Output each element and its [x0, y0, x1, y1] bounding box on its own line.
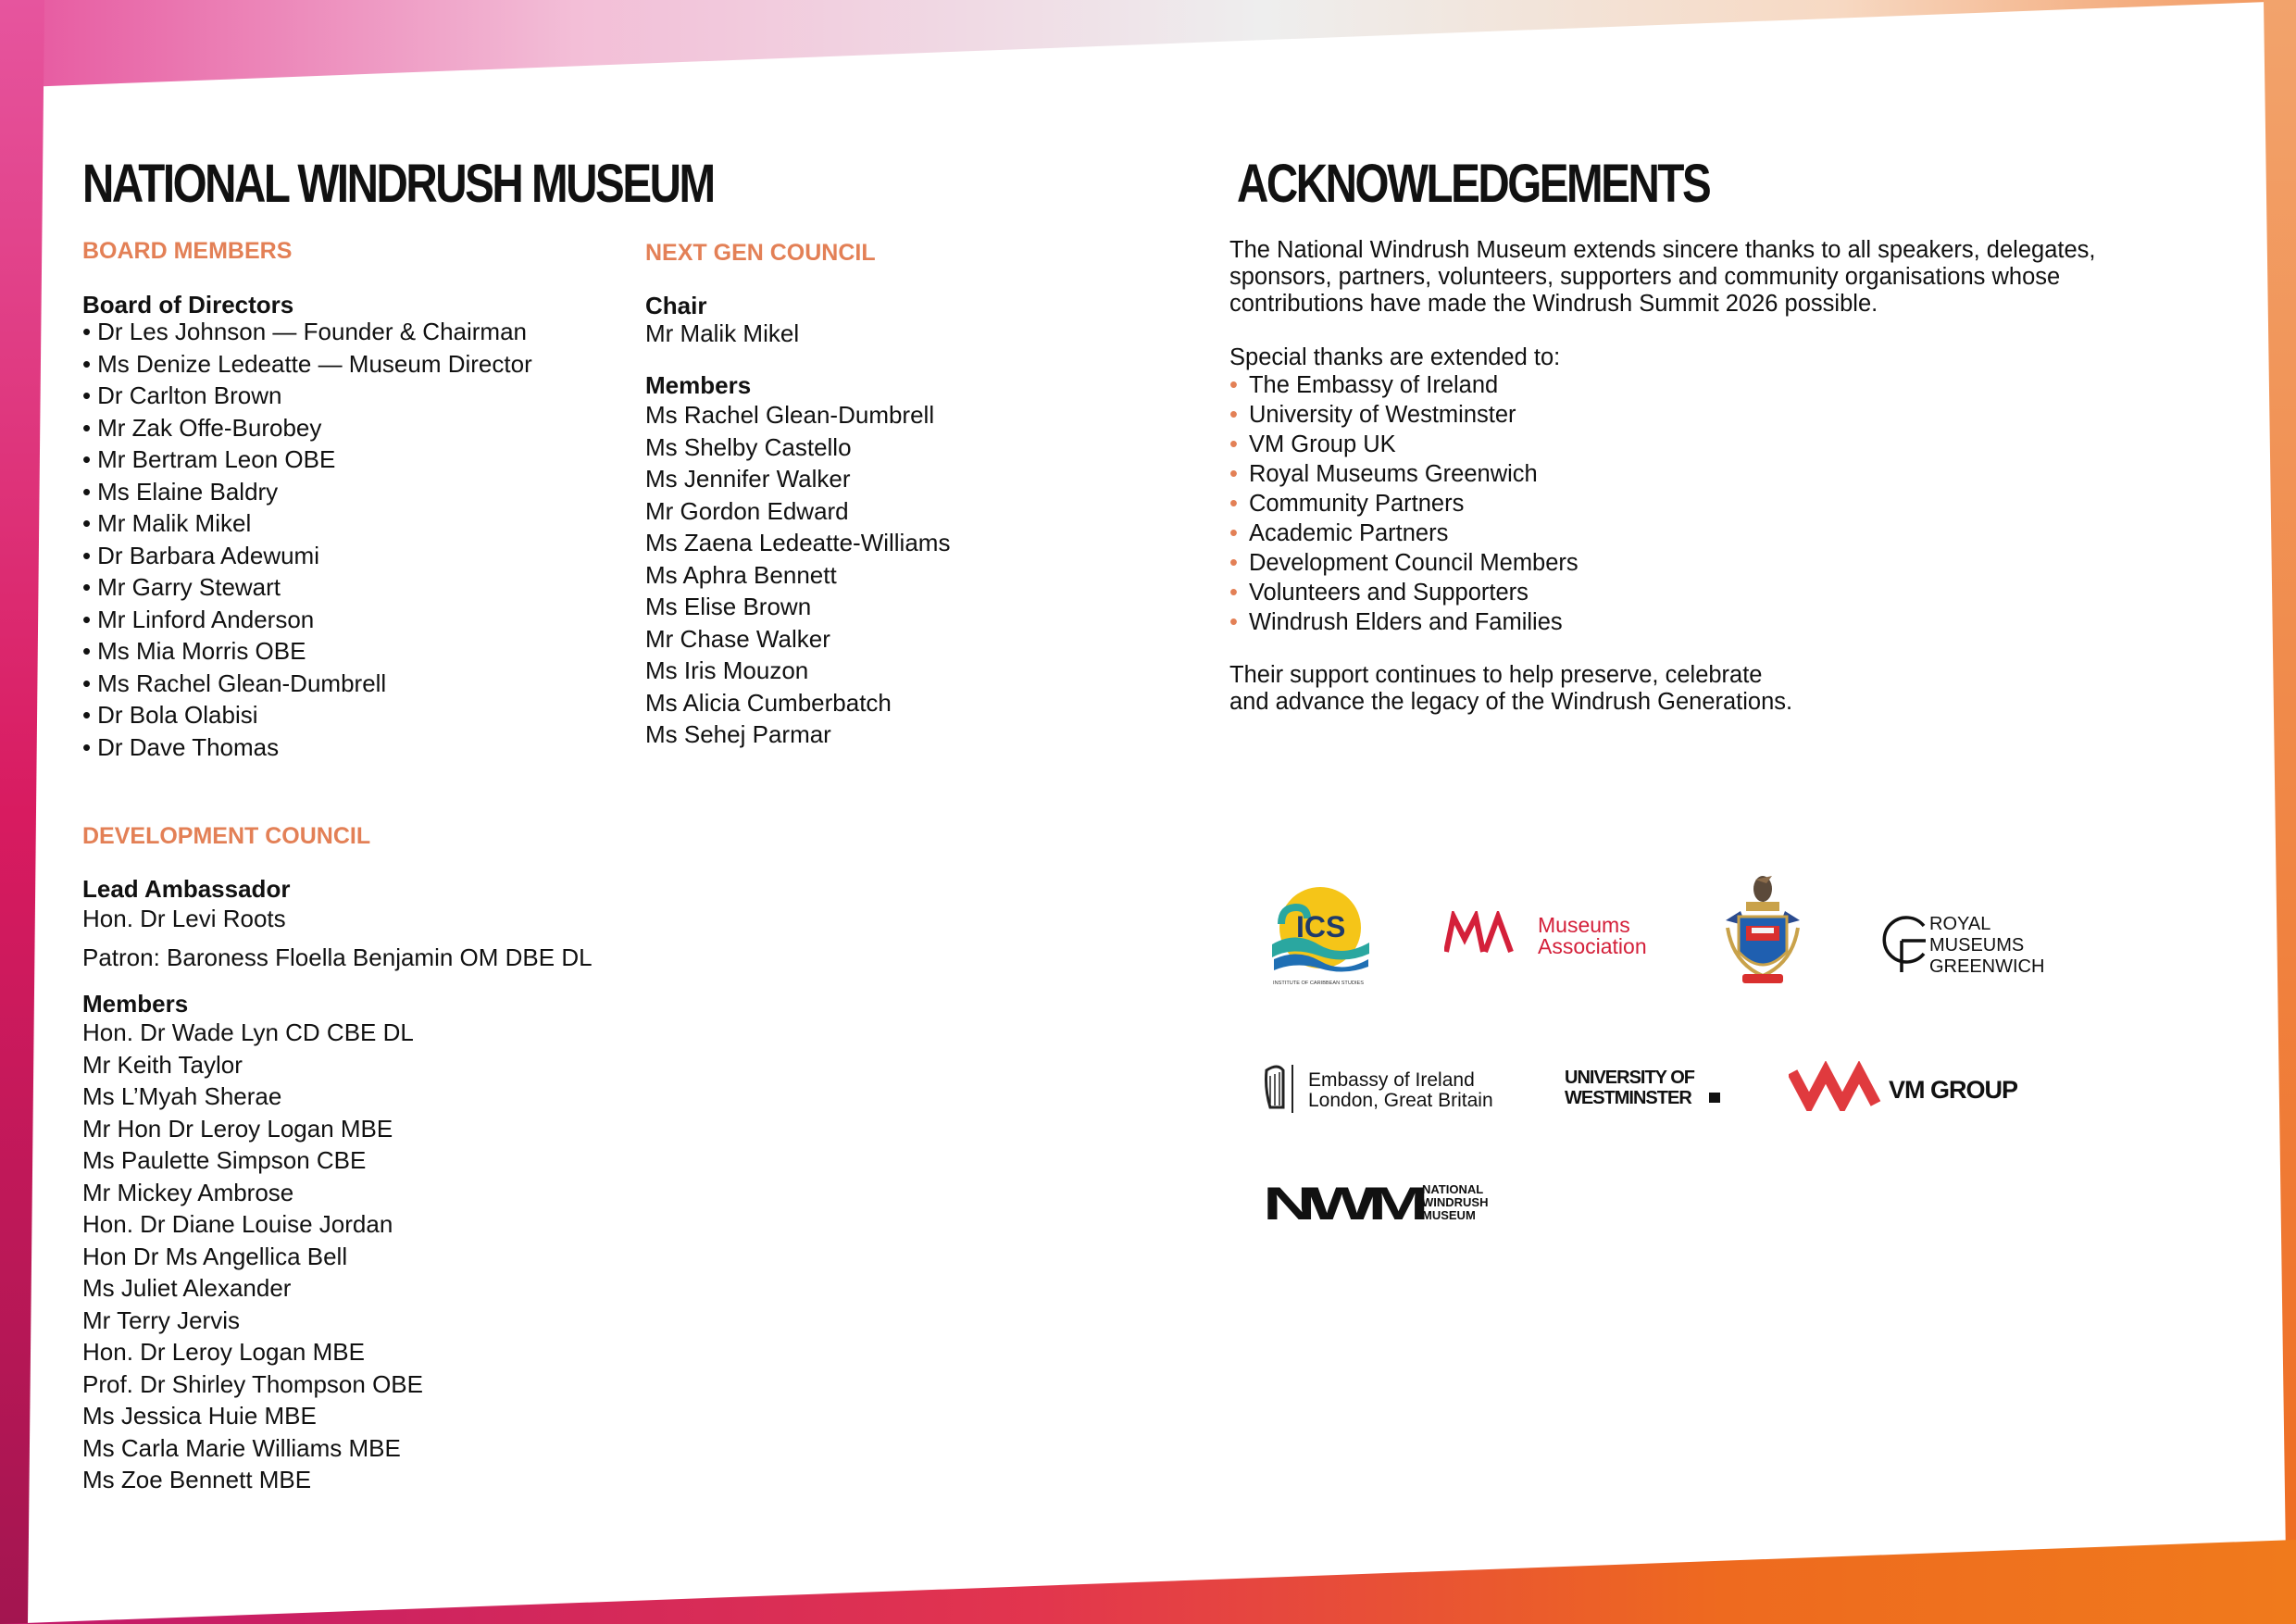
list-item: Ms Carla Marie Williams MBE	[82, 1433, 401, 1462]
list-item: • Dr Bola Olabisi	[82, 699, 532, 731]
list-item: Ms Shelby Castello	[645, 432, 852, 461]
chair-label: Chair	[645, 292, 707, 319]
list-item: Mr Hon Dr Leroy Logan MBE	[82, 1114, 393, 1143]
ics-wordmark: ICS	[1296, 910, 1346, 943]
list-item: • Mr Malik Mikel	[82, 507, 532, 540]
list-item: • VM Group UK	[1229, 430, 1578, 459]
list-item: • Ms Elaine Baldry	[82, 476, 532, 508]
special-thanks-block	[1229, 370, 1578, 637]
closing-line-1: Their support continues to help preserve, celebrate	[1229, 662, 1763, 688]
list-item: Ms Zaena Ledeatte-Williams	[645, 529, 951, 556]
list-item: • Ms Rachel Glean-Dumbrell	[82, 668, 532, 700]
list-item: • Community Partners	[1229, 489, 1578, 518]
list-item: • Mr Linford Anderson	[82, 604, 532, 636]
vm-group-logo	[1789, 1061, 2020, 1111]
list-item: • Academic Partners	[1229, 518, 1578, 548]
chair-name: Mr Malik Mikel	[645, 319, 800, 347]
list-item: • University of Westminster	[1229, 400, 1578, 430]
list-item: • Mr Zak Offe-Burobey	[82, 412, 532, 444]
next-gen-members-list	[645, 399, 950, 751]
list-item: • Dr Dave Thomas	[82, 731, 532, 764]
ireland-line-1: Embassy of Ireland	[1308, 1069, 1475, 1091]
ics-logo	[1263, 880, 1374, 991]
ics-emblem	[1263, 880, 1374, 991]
list-item: Hon Dr Ms Angellica Bell	[82, 1242, 348, 1270]
rmg-line-2: MUSEUMS	[1929, 935, 2025, 956]
development-council-heading: DEVELOPMENT COUNCIL	[82, 823, 371, 849]
nwm-line-3: MUSEUM	[1422, 1208, 1476, 1222]
acknowledgements-intro: The National Windrush Museum extends sincere thanks to all speakers, delegates, sponsors, partners, volunteers, supporters and community organisations whose contributions have made the Windrush Summit 2026 possible.	[1229, 237, 2096, 317]
special-thanks-list	[1229, 370, 1578, 637]
list-item: Mr Terry Jervis	[82, 1305, 240, 1334]
vm-group-wordmark: VM GROUP	[1889, 1076, 2018, 1104]
museums-association-logo	[1444, 911, 1666, 957]
next-gen-council-heading: NEXT GEN COUNCIL	[645, 240, 876, 266]
list-item: Ms Paulette Simpson CBE	[82, 1146, 367, 1174]
crest-logo	[1718, 870, 1807, 994]
coat-of-arms-icon	[1718, 870, 1807, 994]
university-of-westminster-logo	[1565, 1065, 1727, 1111]
special-thanks-label: Special thanks are extended to:	[1229, 344, 1561, 370]
list-item: • Ms Denize Ledeatte — Museum Director	[82, 348, 532, 381]
nwm-logo	[1263, 1180, 1513, 1226]
list-item: • Royal Museums Greenwich	[1229, 459, 1578, 489]
list-item: Mr Mickey Ambrose	[82, 1178, 294, 1206]
board-members-block	[82, 290, 532, 763]
list-item: Ms Juliet Alexander	[82, 1274, 292, 1302]
patron-line: Patron: Baroness Floella Benjamin OM DBE DL	[82, 943, 593, 971]
list-item: Ms Rachel Glean-Dumbrell	[645, 401, 935, 429]
list-item: • Dr Les Johnson — Founder & Chairman	[82, 316, 532, 348]
nwm-mark: NWM	[1263, 1180, 1426, 1226]
list-item: Hon. Dr Wade Lyn CD CBE DL	[82, 1018, 414, 1046]
list-item: • Ms Mia Morris OBE	[82, 635, 532, 668]
nwm-line-2: WINDRUSH	[1422, 1195, 1489, 1209]
list-item: • Mr Bertram Leon OBE	[82, 443, 532, 476]
list-item: • Dr Barbara Adewumi	[82, 540, 532, 572]
lead-ambassador-label: Lead Ambassador	[82, 875, 291, 903]
list-item: • Volunteers and Supporters	[1229, 578, 1578, 607]
list-item: • Windrush Elders and Families	[1229, 607, 1578, 637]
next-gen-members-label: Members	[645, 371, 752, 399]
board-list	[82, 316, 532, 763]
members-label: Members	[82, 990, 189, 1018]
board-members-heading: BOARD MEMBERS	[82, 238, 293, 264]
acknowledgements-title: ACKNOWLEDGEMENTS	[1237, 154, 1710, 214]
uow-line-1: UNIVERSITY OF	[1565, 1068, 1694, 1088]
list-item: Ms Zoe Bennett MBE	[82, 1466, 312, 1493]
nwm-line-1: NATIONAL	[1422, 1182, 1484, 1196]
closing-line-2: and advance the legacy of the Windrush Generations.	[1229, 689, 1793, 715]
board-subheading: Board of Directors	[82, 291, 294, 319]
ma-wordmark-1: Museums	[1538, 913, 1630, 937]
ireland-line-2: London, Great Britain	[1308, 1090, 1493, 1111]
list-item: Ms Iris Mouzon	[645, 656, 809, 684]
royal-museums-greenwich-logo	[1874, 906, 2059, 976]
list-item: Mr Keith Taylor	[82, 1050, 243, 1079]
list-item: • Dr Carlton Brown	[82, 380, 532, 412]
list-item: • Mr Garry Stewart	[82, 571, 532, 604]
next-gen-block	[645, 292, 950, 751]
list-item: Prof. Dr Shirley Thompson OBE	[82, 1369, 423, 1398]
uow-line-2: WESTMINSTER	[1565, 1088, 1691, 1108]
list-item: Hon. Dr Diane Louise Jordan	[82, 1210, 393, 1238]
list-item: Mr Chase Walker	[645, 624, 830, 653]
list-item: Hon. Dr Leroy Logan MBE	[82, 1338, 365, 1366]
list-item: Ms Aphra Bennett	[645, 560, 837, 589]
rmg-line-1: ROYAL	[1929, 914, 1991, 934]
list-item: Ms L’Myah Sherae	[82, 1082, 282, 1110]
list-item: • Development Council Members	[1229, 548, 1578, 578]
embassy-of-ireland-logo	[1261, 1061, 1502, 1117]
list-item: Ms Jennifer Walker	[645, 465, 851, 493]
list-item: • The Embassy of Ireland	[1229, 370, 1578, 400]
page-title: NATIONAL WINDRUSH MUSEUM	[82, 154, 714, 214]
development-council-block	[82, 874, 593, 1496]
ma-wordmark-2: Association	[1538, 934, 1647, 957]
lead-ambassador-name: Hon. Dr Levi Roots	[82, 905, 286, 932]
list-item: Mr Gordon Edward	[645, 496, 849, 525]
ics-caption: INSTITUTE OF CARIBBEAN STUDIES	[1273, 981, 1364, 986]
list-item: Ms Elise Brown	[645, 593, 812, 620]
rmg-line-3: GREENWICH	[1929, 956, 2045, 976]
list-item: Ms Sehej Parmar	[645, 720, 831, 748]
list-item: Ms Jessica Huie MBE	[82, 1402, 317, 1430]
list-item: Ms Alicia Cumberbatch	[645, 688, 892, 717]
development-members-list	[82, 1017, 593, 1496]
